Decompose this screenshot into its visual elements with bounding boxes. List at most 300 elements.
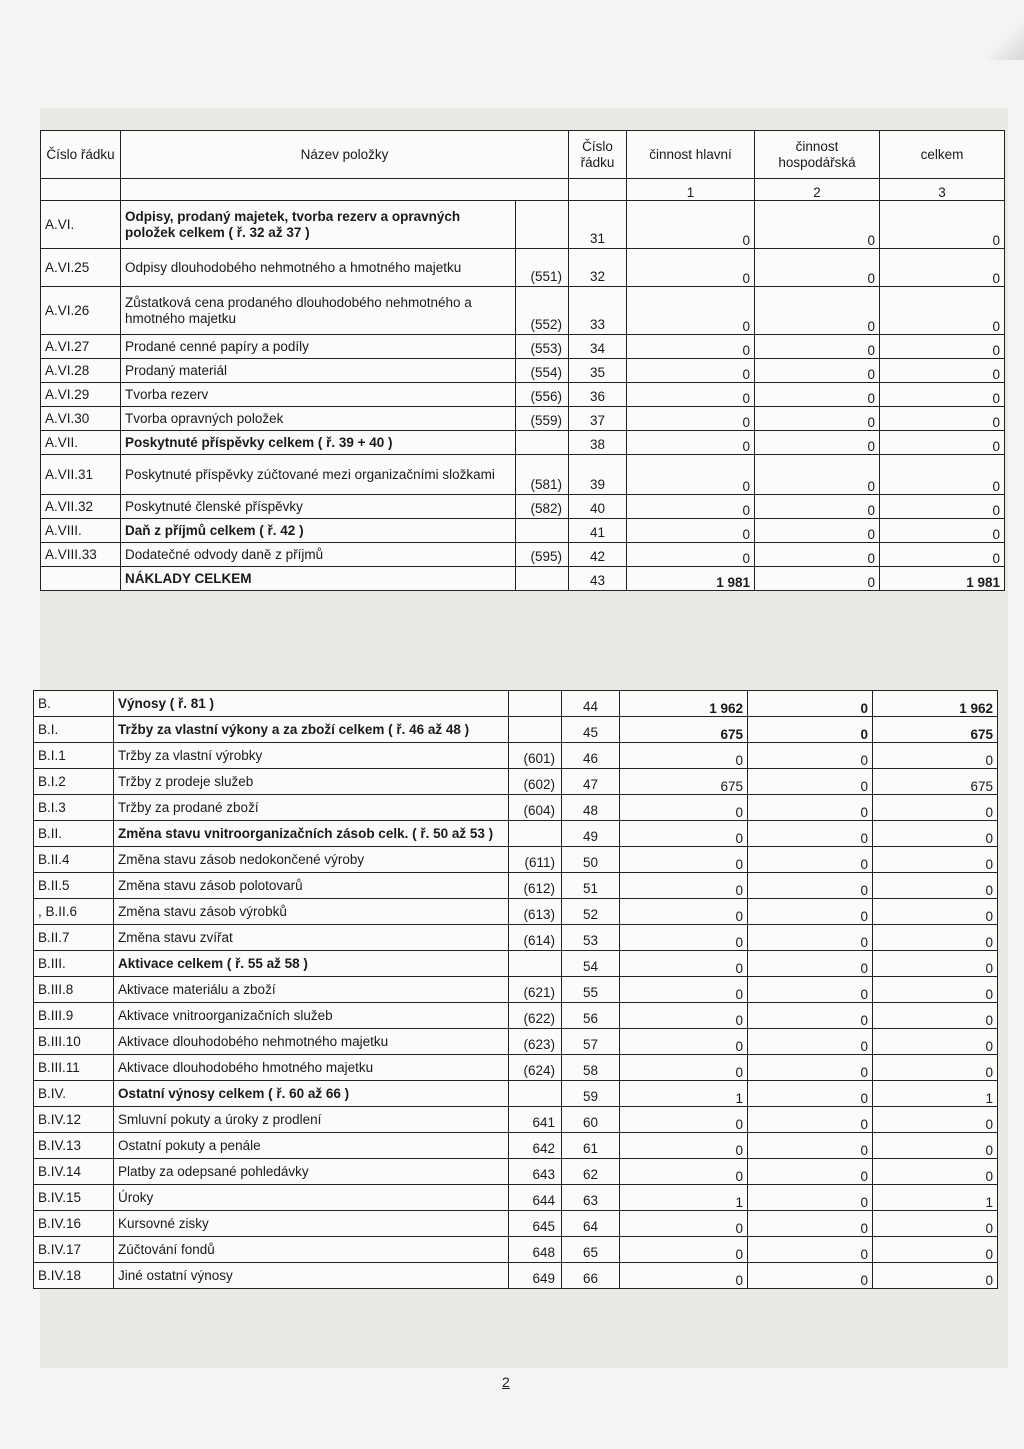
value-total: 0 [873, 821, 998, 847]
row-name: Odpisy dlouhodobého nehmotného a hmotného majetku [121, 249, 516, 287]
account-code [516, 201, 569, 249]
value-economic-activity: 0 [748, 717, 873, 743]
row-id: B.IV. [34, 1081, 114, 1107]
value-total: 0 [880, 249, 1005, 287]
row-id: B.III.8 [34, 977, 114, 1003]
value-economic-activity: 0 [755, 543, 880, 567]
account-code: 649 [509, 1263, 562, 1289]
table-row [34, 717, 998, 743]
row-id: B.IV.13 [34, 1133, 114, 1159]
value-total: 0 [880, 407, 1005, 431]
table-row [41, 495, 1005, 519]
value-main-activity: 0 [620, 1107, 748, 1133]
value-economic-activity: 0 [748, 951, 873, 977]
value-total: 0 [873, 1159, 998, 1185]
value-total: 0 [880, 495, 1005, 519]
row-name: Poskytnuté členské příspěvky [121, 495, 516, 519]
table-row [41, 335, 1005, 359]
row-name: Aktivace vnitroorganizačních služeb [114, 1003, 509, 1029]
row-number: 61 [562, 1133, 620, 1159]
value-main-activity: 0 [627, 335, 755, 359]
value-economic-activity: 0 [748, 1029, 873, 1055]
value-total: 0 [873, 899, 998, 925]
row-name: Zůstatková cena prodaného dlouhodobého nehmotného a hmotného majetku [121, 287, 516, 335]
value-economic-activity: 0 [755, 335, 880, 359]
account-code: (581) [516, 455, 569, 495]
table-row [34, 1029, 998, 1055]
row-id: A.VIII.33 [41, 543, 121, 567]
row-number: 36 [569, 383, 627, 407]
account-code: (601) [509, 743, 562, 769]
row-id: B.II.4 [34, 847, 114, 873]
row-name: Prodaný materiál [121, 359, 516, 383]
row-id: B.I.2 [34, 769, 114, 795]
row-number: 31 [569, 201, 627, 249]
value-economic-activity: 0 [748, 1107, 873, 1133]
row-number: 52 [562, 899, 620, 925]
table-row [34, 899, 998, 925]
row-number: 38 [569, 431, 627, 455]
table-row [34, 925, 998, 951]
row-id: A.VI.30 [41, 407, 121, 431]
account-code: (553) [516, 335, 569, 359]
account-code [516, 431, 569, 455]
table-row [34, 1237, 998, 1263]
table-row [34, 1211, 998, 1237]
row-id: A.VII. [41, 431, 121, 455]
value-economic-activity: 0 [755, 249, 880, 287]
value-main-activity: 0 [627, 383, 755, 407]
value-total: 675 [873, 769, 998, 795]
row-number: 54 [562, 951, 620, 977]
row-number: 44 [562, 691, 620, 717]
row-number: 57 [562, 1029, 620, 1055]
row-id: A.VI.29 [41, 383, 121, 407]
table-row [34, 951, 998, 977]
account-code: (624) [509, 1055, 562, 1081]
value-total: 0 [880, 359, 1005, 383]
row-name: Prodané cenné papíry a podíly [121, 335, 516, 359]
row-id: B.III.11 [34, 1055, 114, 1081]
header-item-name: Název položky [121, 131, 569, 179]
value-total: 0 [880, 431, 1005, 455]
value-economic-activity: 0 [755, 431, 880, 455]
value-economic-activity: 0 [755, 567, 880, 591]
row-number: 37 [569, 407, 627, 431]
value-main-activity: 0 [620, 1159, 748, 1185]
account-code: (602) [509, 769, 562, 795]
value-main-activity: 675 [620, 769, 748, 795]
account-code: (614) [509, 925, 562, 951]
account-code: 648 [509, 1237, 562, 1263]
table-row [41, 287, 1005, 335]
row-id: B.III.10 [34, 1029, 114, 1055]
value-total: 675 [873, 717, 998, 743]
value-total: 0 [873, 1133, 998, 1159]
table-row [41, 455, 1005, 495]
row-name: Kursovné zisky [114, 1211, 509, 1237]
value-total: 1 [873, 1185, 998, 1211]
table-row [41, 543, 1005, 567]
account-code [516, 519, 569, 543]
value-economic-activity: 0 [755, 455, 880, 495]
row-name: Tržby za vlastní výkony a za zboží celkem ( ř. 46 až 48 ) [114, 717, 509, 743]
account-code [509, 951, 562, 977]
value-main-activity: 0 [627, 543, 755, 567]
value-economic-activity: 0 [755, 201, 880, 249]
value-economic-activity: 0 [748, 873, 873, 899]
table-row [34, 821, 998, 847]
value-economic-activity: 0 [748, 1211, 873, 1237]
header-economic-activity: činnost hospodářská [755, 131, 880, 179]
value-economic-activity: 0 [748, 743, 873, 769]
value-economic-activity: 0 [755, 495, 880, 519]
value-total: 0 [873, 1055, 998, 1081]
value-main-activity: 0 [620, 977, 748, 1003]
row-name: Poskytnuté příspěvky zúčtované mezi organizačními složkami [121, 455, 516, 495]
account-code: (559) [516, 407, 569, 431]
table-row [41, 201, 1005, 249]
row-id: , B.II.6 [34, 899, 114, 925]
row-name: Odpisy, prodaný majetek, tvorba rezerv a opravných položek celkem ( ř. 32 až 37 ) [121, 201, 516, 249]
value-total: 0 [873, 977, 998, 1003]
value-main-activity: 1 [620, 1185, 748, 1211]
value-total: 0 [873, 795, 998, 821]
value-economic-activity: 0 [748, 899, 873, 925]
row-number: 55 [562, 977, 620, 1003]
row-name: Ostatní pokuty a penále [114, 1133, 509, 1159]
account-code [516, 567, 569, 591]
row-number: 49 [562, 821, 620, 847]
value-economic-activity: 0 [748, 1003, 873, 1029]
revenues-table [33, 690, 998, 1289]
value-main-activity: 0 [620, 925, 748, 951]
row-number: 41 [569, 519, 627, 543]
row-number: 34 [569, 335, 627, 359]
value-total: 0 [873, 743, 998, 769]
row-id: B.IV.15 [34, 1185, 114, 1211]
value-main-activity: 1 [620, 1081, 748, 1107]
row-number: 51 [562, 873, 620, 899]
row-name: Aktivace celkem ( ř. 55 až 58 ) [114, 951, 509, 977]
value-economic-activity: 0 [748, 847, 873, 873]
row-number: 66 [562, 1263, 620, 1289]
value-main-activity: 675 [620, 717, 748, 743]
row-name: Tržby za vlastní výrobky [114, 743, 509, 769]
account-code: (611) [509, 847, 562, 873]
header-col-1: 1 [627, 179, 755, 201]
row-name: Výnosy ( ř. 81 ) [114, 691, 509, 717]
value-economic-activity: 0 [748, 691, 873, 717]
page-number: 2 [502, 1374, 510, 1390]
header-col-3: 3 [880, 179, 1005, 201]
row-name: Změna stavu zvířat [114, 925, 509, 951]
value-main-activity: 0 [620, 873, 748, 899]
account-code: 645 [509, 1211, 562, 1237]
header-main-activity: činnost hlavní [627, 131, 755, 179]
value-economic-activity: 0 [755, 287, 880, 335]
account-code [509, 717, 562, 743]
account-code: 643 [509, 1159, 562, 1185]
value-main-activity: 0 [620, 795, 748, 821]
row-number: 53 [562, 925, 620, 951]
row-name: Zúčtování fondů [114, 1237, 509, 1263]
row-id: B.I. [34, 717, 114, 743]
row-name: Poskytnuté příspěvky celkem ( ř. 39 + 40 ) [121, 431, 516, 455]
row-name: Změna stavu vnitroorganizačních zásob celk. ( ř. 50 až 53 ) [114, 821, 509, 847]
account-code: (612) [509, 873, 562, 899]
value-total: 1 962 [873, 691, 998, 717]
row-name: Aktivace materiálu a zboží [114, 977, 509, 1003]
row-name: Daň z příjmů celkem ( ř. 42 ) [121, 519, 516, 543]
account-code: 644 [509, 1185, 562, 1211]
value-total: 0 [873, 951, 998, 977]
value-total: 0 [873, 1029, 998, 1055]
value-total: 0 [873, 847, 998, 873]
header-total: celkem [880, 131, 1005, 179]
row-id: A.VI.27 [41, 335, 121, 359]
value-main-activity: 0 [627, 249, 755, 287]
row-id: B.III.9 [34, 1003, 114, 1029]
table-row [41, 249, 1005, 287]
value-economic-activity: 0 [755, 383, 880, 407]
row-number: 48 [562, 795, 620, 821]
value-main-activity: 0 [620, 847, 748, 873]
value-economic-activity: 0 [748, 1159, 873, 1185]
value-main-activity: 0 [620, 1003, 748, 1029]
row-id: B.IV.12 [34, 1107, 114, 1133]
value-main-activity: 0 [627, 359, 755, 383]
row-id: A.VII.31 [41, 455, 121, 495]
header-empty [41, 179, 121, 201]
row-name: Ostatní výnosy celkem ( ř. 60 až 66 ) [114, 1081, 509, 1107]
row-number: 47 [562, 769, 620, 795]
value-economic-activity: 0 [748, 925, 873, 951]
value-economic-activity: 0 [748, 769, 873, 795]
value-total: 0 [880, 201, 1005, 249]
row-number: 42 [569, 543, 627, 567]
value-total: 0 [880, 455, 1005, 495]
value-economic-activity: 0 [748, 1185, 873, 1211]
value-main-activity: 0 [627, 407, 755, 431]
row-name: Změna stavu zásob polotovarů [114, 873, 509, 899]
table-row [41, 567, 1005, 591]
row-number: 43 [569, 567, 627, 591]
value-total: 0 [873, 1211, 998, 1237]
account-code: (621) [509, 977, 562, 1003]
value-total: 1 [873, 1081, 998, 1107]
row-id: B. [34, 691, 114, 717]
row-id: A.VI.28 [41, 359, 121, 383]
row-id: B.II.7 [34, 925, 114, 951]
row-id: B.III. [34, 951, 114, 977]
value-total: 0 [873, 873, 998, 899]
value-main-activity: 0 [620, 1263, 748, 1289]
table-row [34, 847, 998, 873]
row-name: Změna stavu zásob výrobků [114, 899, 509, 925]
row-number: 56 [562, 1003, 620, 1029]
value-main-activity: 0 [620, 1055, 748, 1081]
account-code: (554) [516, 359, 569, 383]
value-total: 0 [873, 925, 998, 951]
header-col-2: 2 [755, 179, 880, 201]
value-economic-activity: 0 [748, 1055, 873, 1081]
row-name: Tvorba opravných položek [121, 407, 516, 431]
row-number: 63 [562, 1185, 620, 1211]
value-economic-activity: 0 [755, 519, 880, 543]
account-code [509, 691, 562, 717]
table-row [34, 1081, 998, 1107]
value-main-activity: 0 [620, 821, 748, 847]
row-name: Úroky [114, 1185, 509, 1211]
account-code: (604) [509, 795, 562, 821]
table-row [34, 1107, 998, 1133]
row-id: B.IV.17 [34, 1237, 114, 1263]
value-total: 0 [873, 1107, 998, 1133]
row-name: Změna stavu zásob nedokončené výroby [114, 847, 509, 873]
value-main-activity: 0 [627, 495, 755, 519]
row-number: 64 [562, 1211, 620, 1237]
account-code: (613) [509, 899, 562, 925]
value-main-activity: 0 [620, 1029, 748, 1055]
value-economic-activity: 0 [748, 1237, 873, 1263]
value-economic-activity: 0 [748, 821, 873, 847]
table-row [34, 691, 998, 717]
row-name: Smluvní pokuty a úroky z prodlení [114, 1107, 509, 1133]
row-number: 50 [562, 847, 620, 873]
value-main-activity: 0 [620, 743, 748, 769]
row-name: Tvorba rezerv [121, 383, 516, 407]
row-name: Platby za odepsané pohledávky [114, 1159, 509, 1185]
value-economic-activity: 0 [748, 977, 873, 1003]
value-main-activity: 0 [620, 1237, 748, 1263]
table-row [34, 743, 998, 769]
row-name: Tržby z prodeje služeb [114, 769, 509, 795]
row-id: B.IV.14 [34, 1159, 114, 1185]
value-main-activity: 0 [627, 287, 755, 335]
value-total: 0 [873, 1263, 998, 1289]
value-main-activity: 1 962 [620, 691, 748, 717]
table-row [34, 795, 998, 821]
row-id: B.I.1 [34, 743, 114, 769]
account-code: (552) [516, 287, 569, 335]
table-row [34, 1263, 998, 1289]
table-row [41, 431, 1005, 455]
value-economic-activity: 0 [748, 1133, 873, 1159]
expenses-table [40, 130, 1005, 591]
value-total: 1 981 [880, 567, 1005, 591]
account-code: (556) [516, 383, 569, 407]
row-id: B.II. [34, 821, 114, 847]
table-row [41, 383, 1005, 407]
value-economic-activity: 0 [755, 359, 880, 383]
row-number: 62 [562, 1159, 620, 1185]
row-name: NÁKLADY CELKEM [121, 567, 516, 591]
value-main-activity: 0 [620, 1211, 748, 1237]
header-row-number-2: Číslo řádku [569, 131, 627, 179]
row-number: 35 [569, 359, 627, 383]
row-id [41, 567, 121, 591]
row-name: Aktivace dlouhodobého hmotného majetku [114, 1055, 509, 1081]
row-id: A.VI.26 [41, 287, 121, 335]
account-code: (622) [509, 1003, 562, 1029]
value-economic-activity: 0 [748, 1081, 873, 1107]
table-row [34, 769, 998, 795]
account-code [509, 1081, 562, 1107]
account-code: (595) [516, 543, 569, 567]
row-number: 59 [562, 1081, 620, 1107]
row-number: 46 [562, 743, 620, 769]
row-number: 58 [562, 1055, 620, 1081]
value-main-activity: 0 [627, 519, 755, 543]
account-code: 641 [509, 1107, 562, 1133]
row-id: B.IV.18 [34, 1263, 114, 1289]
row-id: B.II.5 [34, 873, 114, 899]
value-total: 0 [873, 1237, 998, 1263]
value-economic-activity: 0 [748, 795, 873, 821]
header-empty [121, 179, 569, 201]
row-number: 45 [562, 717, 620, 743]
value-total: 0 [873, 1003, 998, 1029]
header-row-number: Číslo řádku [41, 131, 121, 179]
value-main-activity: 0 [620, 899, 748, 925]
table-row [34, 977, 998, 1003]
account-code: 642 [509, 1133, 562, 1159]
table-row [34, 1055, 998, 1081]
row-id: B.I.3 [34, 795, 114, 821]
row-id: B.IV.16 [34, 1211, 114, 1237]
row-id: A.VIII. [41, 519, 121, 543]
value-main-activity: 0 [627, 455, 755, 495]
account-code [509, 821, 562, 847]
value-main-activity: 0 [627, 201, 755, 249]
table-row [41, 407, 1005, 431]
table-row [34, 1133, 998, 1159]
row-number: 32 [569, 249, 627, 287]
value-main-activity: 0 [620, 951, 748, 977]
value-economic-activity: 0 [755, 407, 880, 431]
row-number: 33 [569, 287, 627, 335]
row-name: Dodatečné odvody daně z příjmů [121, 543, 516, 567]
row-number: 65 [562, 1237, 620, 1263]
row-name: Tržby za prodané zboží [114, 795, 509, 821]
row-number: 40 [569, 495, 627, 519]
value-main-activity: 1 981 [627, 567, 755, 591]
value-main-activity: 0 [620, 1133, 748, 1159]
row-name: Jiné ostatní výnosy [114, 1263, 509, 1289]
row-id: A.VI.25 [41, 249, 121, 287]
table-row [34, 1185, 998, 1211]
table-row [34, 873, 998, 899]
row-number: 39 [569, 455, 627, 495]
value-economic-activity: 0 [748, 1263, 873, 1289]
table-row [34, 1003, 998, 1029]
row-id: A.VII.32 [41, 495, 121, 519]
value-total: 0 [880, 519, 1005, 543]
value-main-activity: 0 [627, 431, 755, 455]
table-row [41, 519, 1005, 543]
account-code: (551) [516, 249, 569, 287]
value-total: 0 [880, 543, 1005, 567]
table-row [41, 359, 1005, 383]
account-code: (582) [516, 495, 569, 519]
table-row [34, 1159, 998, 1185]
value-total: 0 [880, 335, 1005, 359]
header-empty [569, 179, 627, 201]
row-number: 60 [562, 1107, 620, 1133]
row-id: A.VI. [41, 201, 121, 249]
page-corner-fold [974, 0, 1024, 60]
